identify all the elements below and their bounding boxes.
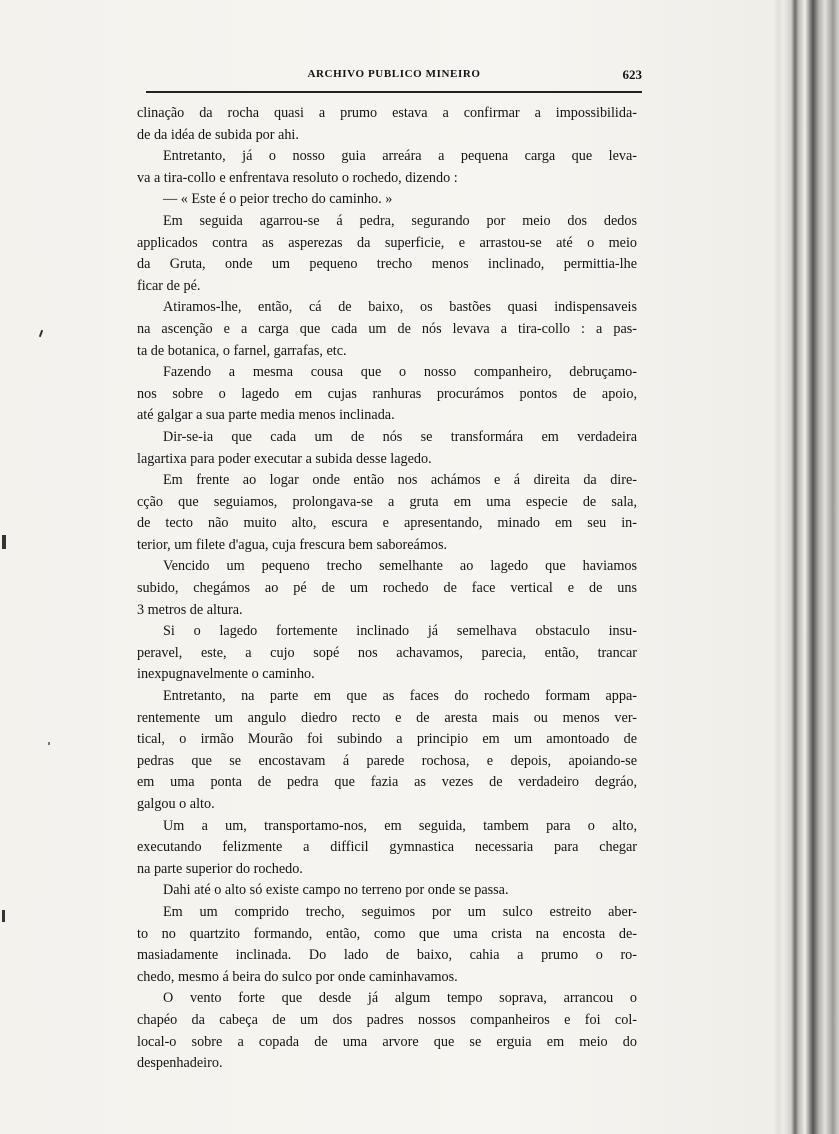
text-line: — « Este é o peior trecho do caminho. » bbox=[163, 191, 393, 208]
text-line: subido, chegámos ao pé de um rochedo de face vertical e de uns bbox=[137, 580, 637, 597]
text-line: rentemente um angulo diedro recto e de aresta mais ou menos ver- bbox=[137, 709, 637, 726]
text-line: nos sobre o lagedo em cujas ranhuras procurámos pontos de apoio, bbox=[137, 385, 637, 402]
margin-mark bbox=[48, 742, 50, 745]
text-line: terior, um filete d'agua, cuja frescura bem saboreámos. bbox=[137, 536, 448, 553]
text-line: ficar de pé. bbox=[137, 277, 201, 294]
text-line: ta de botanica, o farnel, garrafas, etc. bbox=[137, 342, 347, 359]
body-text bbox=[137, 103, 637, 1075]
margin-mark bbox=[39, 330, 43, 337]
text-line: Dir-se-ia que cada um de nós se transformára em verdadeira bbox=[163, 428, 637, 445]
text-line: executando felizmente a difficil gymnastica necessaria para chegar bbox=[137, 839, 637, 856]
text-line: O vento forte que desde já algum tempo soprava, arrancou o bbox=[163, 990, 637, 1007]
text-line: de tecto não muito alto, escura e apresentando, minado em seu in- bbox=[137, 515, 637, 532]
text-line: chapéo da cabeça de um dos padres nossos companheiros e foi col- bbox=[137, 1011, 637, 1028]
margin-mark bbox=[2, 535, 6, 549]
text-line: masiadamente inclinada. Do lado de baixo, cahia a prumo o ro- bbox=[137, 947, 637, 964]
text-line: chedo, mesmo á beira do sulco por onde caminhavamos. bbox=[137, 968, 458, 985]
text-line: tical, o irmão Mourão foi subindo a principio em um amontoado de bbox=[137, 731, 637, 748]
text-line: até galgar a sua parte media menos inclinada. bbox=[137, 407, 395, 424]
text-line: da Gruta, onde um pequeno trecho menos inclinado, permittia-lhe bbox=[137, 256, 637, 273]
text-line: na parte superior do rochedo. bbox=[137, 860, 303, 877]
text-line: galgou o alto. bbox=[137, 796, 215, 812]
text-line: Atiramos-lhe, então, cá de baixo, os bastões quasi indispensaveis bbox=[163, 299, 637, 316]
text-line: Si o lagedo fortemente inclinado já semelhava obstaculo insu- bbox=[163, 623, 637, 640]
text-line: Fazendo a mesma cousa que o nosso companheiro, debruçamo- bbox=[163, 364, 637, 381]
text-line: Em frente ao logar onde então nos achámos e á direita da dire- bbox=[163, 472, 637, 489]
text-line: applicados contra as asperezas da superficie, e arrastou-se até o meio bbox=[137, 234, 637, 251]
text-line: lagartixa para poder executar a subida desse lagedo. bbox=[137, 450, 432, 467]
text-line: em uma ponta de pedra que fazia as vezes de verdadeiro degráo, bbox=[137, 774, 637, 791]
text-line: Em um comprido trecho, seguimos por um sulco estreito aber- bbox=[163, 903, 637, 920]
page-number: 623 bbox=[622, 67, 642, 82]
text-line: local-o sobre a copada de uma arvore que se erguia em meio do bbox=[137, 1033, 637, 1050]
margin-mark bbox=[2, 910, 5, 922]
running-title: ARCHIVO PUBLICO MINEIRO bbox=[307, 68, 481, 80]
text-line: cção que seguiamos, prolongava-se a gruta em uma especie de sala, bbox=[137, 493, 637, 510]
text-line: despenhadeiro. bbox=[137, 1055, 223, 1072]
text-line: to no quartzito formando, então, como que uma crista na encosta de- bbox=[137, 925, 637, 942]
text-line: na ascenção e a carga que cada um de nós levava a tira-collo : a pas- bbox=[137, 320, 637, 337]
text-line: Um a um, transportamo-nos, em seguida, tambem para o alto, bbox=[163, 817, 637, 834]
text-line: Entretanto, já o nosso guia arreára a pequena carga que leva- bbox=[163, 148, 637, 165]
text-line: 3 metros de altura. bbox=[137, 601, 243, 618]
text-line: inexpugnavelmente o caminho. bbox=[137, 666, 315, 683]
text-line: Em seguida agarrou-se á pedra, segurando por meio dos dedos bbox=[163, 212, 637, 229]
text-line: Dahi até o alto só existe campo no terreno por onde se passa. bbox=[163, 882, 509, 899]
page-header bbox=[146, 64, 642, 86]
book-binding-shadow bbox=[773, 0, 839, 1134]
text-line: Vencido um pequeno trecho semelhante ao lagedo que haviamos bbox=[163, 558, 637, 575]
text-line: de da idéa de subida por ahi. bbox=[137, 126, 299, 143]
text-line: Entretanto, na parte em que as faces do rochedo formam appa- bbox=[163, 688, 637, 705]
text-line: peravel, este, a cujo sopé nos achavamos, parecia, então, trancar bbox=[137, 644, 637, 661]
text-line: va a tira-collo e enfrentava resoluto o rochedo, dizendo : bbox=[137, 169, 458, 186]
text-line: clinação da rocha quasi a prumo estava a confirmar a impossibilida- bbox=[137, 105, 637, 121]
text-line: pedras que se encostavam á parede rochosa, e depois, apoiando-se bbox=[137, 752, 637, 769]
header-rule bbox=[146, 91, 642, 93]
